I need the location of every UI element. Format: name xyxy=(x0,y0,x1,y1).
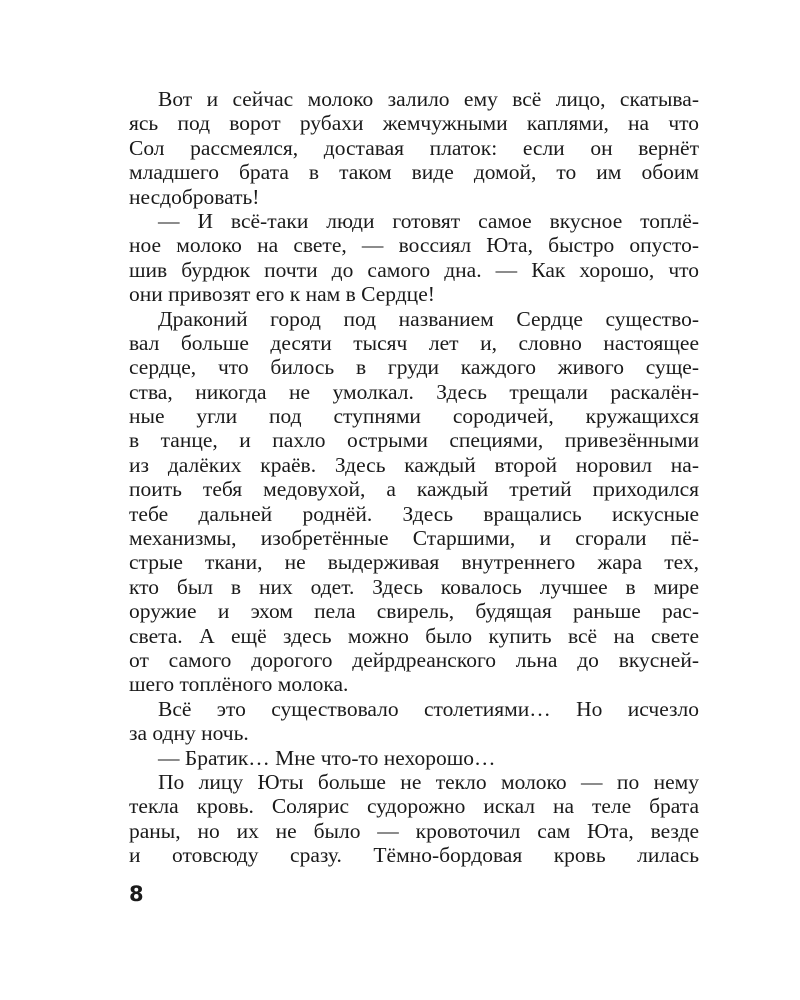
text-line: шив бурдюк почти до самого дна. — Как хорошо, что xyxy=(129,257,699,282)
text-line: несдобровать! xyxy=(129,184,260,209)
text-line: за одну ночь. xyxy=(129,721,249,746)
text-line: Драконий город под названием Сердце существо- xyxy=(158,306,699,331)
text-line: от самого дорогого дейрдреанского льна до вкусней- xyxy=(129,647,699,672)
body-text xyxy=(129,87,699,868)
text-line: Сол рассмеялся, доставая платок: если он вернёт xyxy=(129,135,699,160)
text-line: ства, никогда не умолкал. Здесь трещали раскалён- xyxy=(129,379,699,404)
text-line: текла кровь. Солярис судорожно искал на теле брата xyxy=(129,794,699,819)
text-line: поить тебя медовухой, а каждый третий приходился xyxy=(129,477,699,502)
text-line: Вот и сейчас молоко залило ему всё лицо, скатыва- xyxy=(158,87,699,111)
text-line: раны, но их не было — кровоточил сам Юта, везде xyxy=(129,818,699,843)
text-line: ясь под ворот рубахи жемчужными каплями, на что xyxy=(129,111,699,136)
text-line: младшего брата в таком виде домой, то им обоим xyxy=(129,160,699,185)
text-line: — Братик… Мне что-то нехорошо… xyxy=(158,745,496,770)
text-line: По лицу Юты больше не текло молоко — по нему xyxy=(158,769,699,794)
text-line: стрые ткани, не выдерживая внутреннего жара тех, xyxy=(129,550,699,575)
text-line: оружие и эхом пела свирель, будящая раньше рас- xyxy=(129,599,699,624)
text-line: сердце, что билось в груди каждого живого суще- xyxy=(129,355,699,380)
text-line: вал больше десяти тысяч лет и, словно настоящее xyxy=(129,330,699,355)
text-line: ные угли под ступнями сородичей, кружащихся xyxy=(129,404,699,429)
text-line: они привозят его к нам в Сердце! xyxy=(129,282,435,307)
text-line: механизмы, изобретённые Старшими, и сгорали пё- xyxy=(129,526,699,551)
text-line: в танце, и пахло острыми специями, привезёнными xyxy=(129,428,699,453)
text-line: шего топлёного молока. xyxy=(129,672,349,697)
text-line: — И всё-таки люди готовят самое вкусное топлё- xyxy=(158,208,699,233)
text-line: света. А ещё здесь можно было купить всё на свете xyxy=(129,623,699,648)
text-line: Всё это существовало столетиями… Но исчезло xyxy=(158,696,699,721)
text-line: кто был в них одет. Здесь ковалось лучшее в мире xyxy=(129,574,699,599)
text-line: из далёких краёв. Здесь каждый второй норовил на- xyxy=(129,452,699,477)
text-line: и отовсюду сразу. Тёмно-бордовая кровь лилась xyxy=(129,843,699,868)
text-line: ное молоко на свете, — воссиял Юта, быстро опусто- xyxy=(129,233,699,258)
page-number: 8 xyxy=(129,882,144,906)
text-line: тебе дальней роднёй. Здесь вращались искусные xyxy=(129,501,699,526)
